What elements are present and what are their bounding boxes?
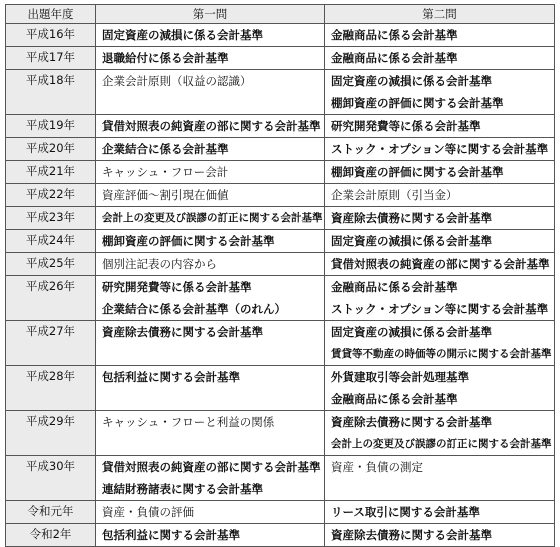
topic-text: リース取引に関する会計基準 [331,505,480,519]
topic-text: 研究開発費等に係る会計基準 [102,280,252,294]
table-row [6,138,555,161]
topic-text: 固定資産の減損に係る会計基準 [331,325,492,339]
year-label: 平成22年 [25,187,76,201]
year-label: 平成17年 [25,50,76,64]
second-question-cell [325,24,555,47]
topic-text: 包括利益に関する会計基準 [102,528,240,542]
year-cell [6,366,96,411]
first-question-cell [96,184,325,207]
table-row [6,230,555,253]
topic-text: 個別注記表の内容から [102,257,217,271]
year-label: 平成24年 [25,233,76,247]
table-row [6,501,555,524]
first-question-cell [96,456,325,501]
first-question-cell [96,411,325,456]
year-label: 平成29年 [25,414,76,428]
second-question-cell [325,501,555,524]
topic-text: 資産・負債の測定 [331,460,423,474]
header-second: 第二問 [325,5,555,24]
second-question-cell [325,184,555,207]
topic-text: 賃貸等不動産の時価等の開示に関する会計基準 [331,348,552,360]
topic-text: ストック・オプション等に関する会計基準 [331,142,549,156]
header-first: 第一問 [96,5,325,24]
first-question-cell [96,253,325,276]
topic-text: 貸借対照表の純資産の部に関する会計基準 [102,460,321,474]
year-cell [6,321,96,366]
topic-text: 企業会計原則（引当金） [331,188,458,202]
table-body [6,24,555,547]
second-question-cell [325,70,555,115]
year-cell [6,161,96,184]
year-label: 平成18年 [25,73,76,87]
first-question-cell [96,230,325,253]
table-row [6,24,555,47]
topic-text: 退職給付に係る会計基準 [102,51,229,65]
year-label: 平成27年 [25,324,76,338]
first-question-cell [96,501,325,524]
second-question-cell [325,161,555,184]
year-cell [6,138,96,161]
second-question-cell [325,230,555,253]
year-cell [6,207,96,230]
year-cell [6,115,96,138]
year-cell [6,276,96,321]
second-question-cell [325,321,555,366]
second-question-cell [325,207,555,230]
topic-text: 棚卸資産の評価に関する会計基準 [331,96,504,110]
second-question-cell [325,456,555,501]
year-cell [6,47,96,70]
year-label: 平成16年 [25,27,76,41]
second-question-cell [325,138,555,161]
year-cell [6,184,96,207]
year-cell [6,253,96,276]
year-label: 平成23年 [25,210,76,224]
year-label: 平成28年 [25,369,76,383]
topic-text: 固定資産の減損に係る会計基準 [331,74,492,88]
topic-text: 研究開発費等に係る会計基準 [331,119,481,133]
topic-text: 包括利益に関する会計基準 [102,370,240,384]
table-row [6,411,555,456]
year-cell [6,70,96,115]
topic-text: キャッシュ・フローと利益の関係 [102,415,275,429]
topic-text: 貸借対照表の純資産の部に関する会計基準 [102,119,321,133]
table-row [6,70,555,115]
topic-text: 資産・負債の評価 [102,505,194,519]
year-cell [6,456,96,501]
exam-topics-table [5,4,555,547]
first-question-cell [96,70,325,115]
topic-text: 企業結合に係る会計基準（のれん） [102,302,286,316]
header-year: 出題年度 [6,5,96,24]
first-question-cell [96,276,325,321]
topic-text: 固定資産の減損に係る会計基準 [331,234,492,248]
first-question-cell [96,24,325,47]
topic-text: 会計上の変更及び誤謬の訂正に関する会計基準 [331,438,552,450]
year-label: 平成30年 [25,459,76,473]
topic-text: 棚卸資産の評価に関する会計基準 [102,234,275,248]
topic-text: 金融商品に係る会計基準 [331,28,458,42]
table-row [6,366,555,411]
topic-text: 企業会計原則（収益の認識） [102,74,252,88]
first-question-cell [96,138,325,161]
second-question-cell [325,115,555,138]
year-cell [6,524,96,547]
topic-text: 資産除去債務に関する会計基準 [331,528,492,542]
topic-text: 固定資産の減損に係る会計基準 [102,28,263,42]
second-question-cell [325,276,555,321]
topic-text: 外貨建取引等会計処理基準 [331,370,469,384]
first-question-cell [96,524,325,547]
table-row [6,321,555,366]
year-label: 平成26年 [25,279,76,293]
year-label: 平成25年 [25,256,76,270]
topic-text: 資産除去債務に関する会計基準 [331,415,492,429]
year-label: 平成19年 [25,118,76,132]
first-question-cell [96,366,325,411]
year-cell [6,411,96,456]
year-cell [6,24,96,47]
second-question-cell [325,253,555,276]
table-row [6,456,555,501]
table-row [6,47,555,70]
topic-text: 金融商品に係る会計基準 [331,392,458,406]
year-cell [6,230,96,253]
year-label: 平成20年 [25,141,76,155]
topic-text: 連結財務諸表に関する会計基準 [102,482,263,496]
topic-text: 棚卸資産の評価に関する会計基準 [331,165,504,179]
year-cell [6,501,96,524]
table-row [6,207,555,230]
topic-text: ストック・オプション等に関する会計基準 [331,302,549,316]
second-question-cell [325,524,555,547]
year-label: 平成21年 [25,164,76,178]
topic-text: 資産除去債務に関する会計基準 [331,211,492,225]
table-row [6,161,555,184]
topic-text: 金融商品に係る会計基準 [331,51,458,65]
topic-text: 資産除去債務に関する会計基準 [102,325,263,339]
second-question-cell [325,47,555,70]
topic-text: 企業結合に係る会計基準 [102,142,229,156]
second-question-cell [325,411,555,456]
first-question-cell [96,115,325,138]
header-row [6,5,555,24]
first-question-cell [96,161,325,184]
topic-text: 金融商品に係る会計基準 [331,280,458,294]
first-question-cell [96,207,325,230]
table-row [6,115,555,138]
topic-text: 貸借対照表の純資産の部に関する会計基準 [331,257,550,271]
topic-text: 資産評価～割引現在価値 [102,188,229,202]
first-question-cell [96,321,325,366]
table-row [6,184,555,207]
topic-text: 会計上の変更及び誤謬の訂正に関する会計基準 [102,212,323,224]
year-label: 令和2年 [29,527,72,541]
first-question-cell [96,47,325,70]
second-question-cell [325,366,555,411]
table-row [6,524,555,547]
topic-text: キャッシュ・フロー会計 [102,165,229,179]
table-row [6,276,555,321]
year-label: 令和元年 [27,504,74,518]
table-row [6,253,555,276]
